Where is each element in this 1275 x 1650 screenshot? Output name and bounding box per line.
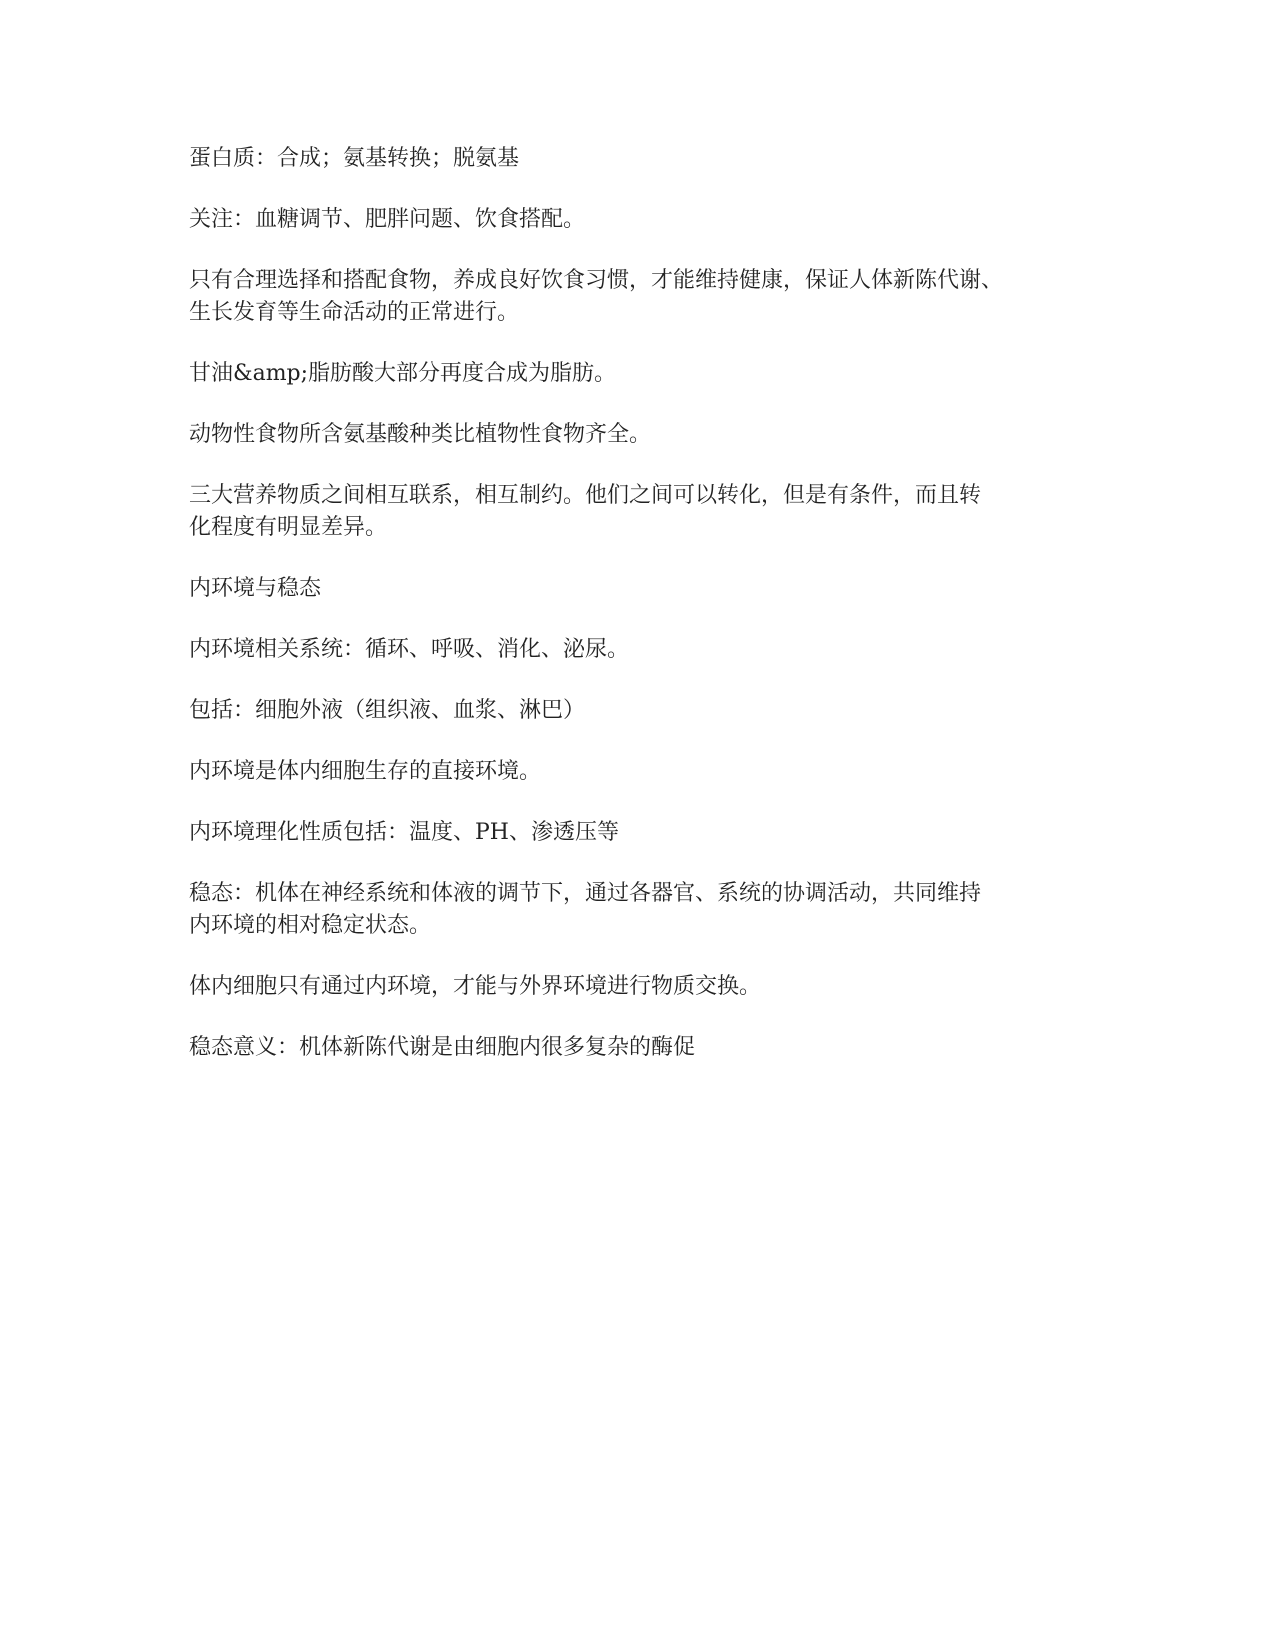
paragraph-exchange: 体内细胞只有通过内环境，才能与外界环境进行物质交换。 [189, 974, 762, 999]
document-body [189, 143, 1089, 1093]
paragraph-protein: 蛋白质：合成；氨基转换；脱氨基 [189, 146, 520, 171]
paragraph-properties: 内环境理化性质包括：温度、PH、渗透压等 [189, 820, 619, 845]
paragraph-amino-acids: 动物性食物所含氨基酸种类比植物性食物齐全。 [189, 422, 652, 447]
paragraph-systems: 内环境相关系统：循环、呼吸、消化、泌尿。 [189, 637, 630, 662]
paragraph-environment: 内环境是体内细胞生存的直接环境。 [189, 759, 542, 784]
paragraph-includes: 包括：细胞外液（组织液、血浆、淋巴） [189, 698, 586, 723]
paragraph-glycerol: 甘油&amp;脂肪酸大部分再度合成为脂肪。 [189, 361, 617, 386]
paragraph-nutrients: 三大营养物质之间相互联系，相互制约。他们之间可以转化，但是有条件，而且转 化程度有明显差异。 [189, 483, 982, 540]
paragraph-significance: 稳态意义：机体新陈代谢是由细胞内很多复杂的酶促 [189, 1035, 696, 1060]
paragraph-homeostasis: 稳态：机体在神经系统和体液的调节下，通过各器官、系统的协调活动，共同维持 内环境的相对稳定状态。 [189, 881, 982, 938]
paragraph-focus: 关注：血糖调节、肥胖问题、饮食搭配。 [189, 207, 586, 232]
section-heading: 内环境与稳态 [189, 576, 322, 601]
paragraph-diet: 只有合理选择和搭配食物，养成良好饮食习惯，才能维持健康，保证人体新陈代谢、 生长发育等生命活动的正常进行。 [189, 268, 1004, 325]
